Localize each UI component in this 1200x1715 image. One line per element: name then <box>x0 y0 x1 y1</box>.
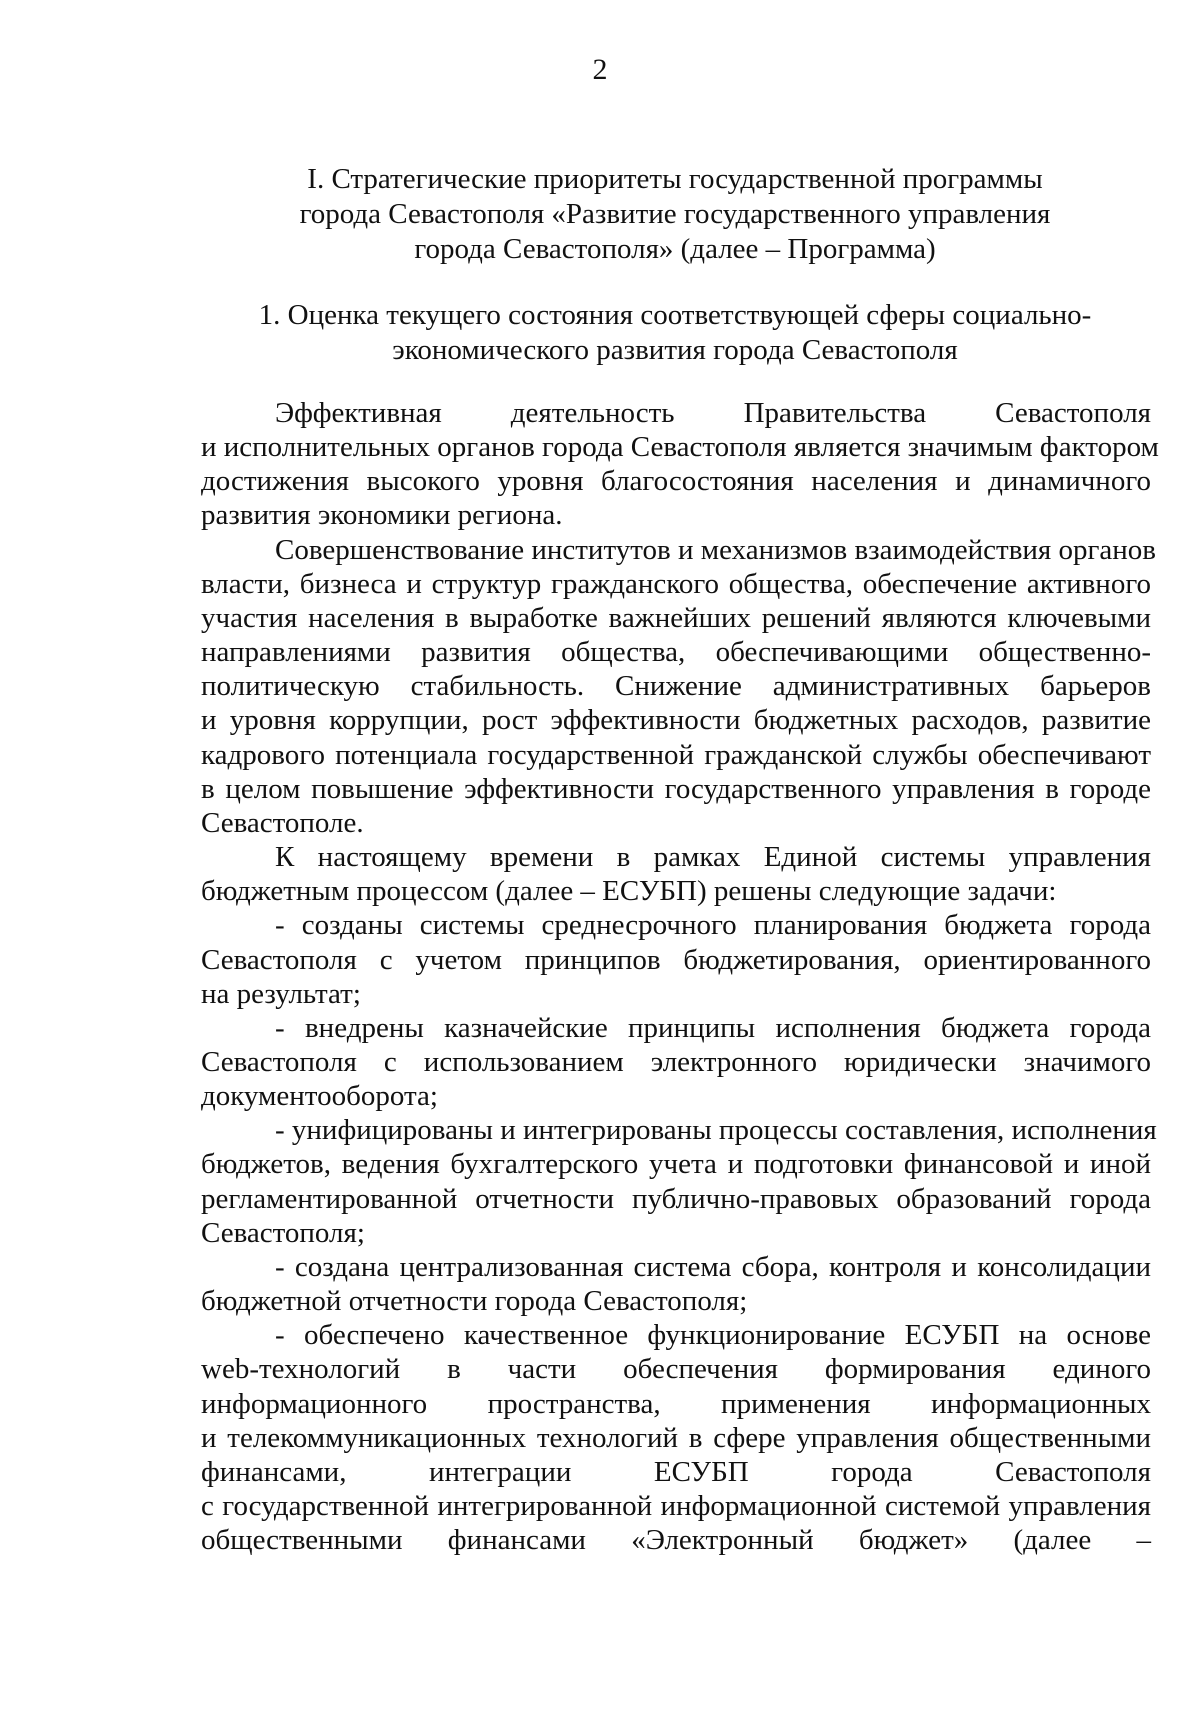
text-line: Совершенствование институтов и механизмов взаимодействия органов <box>275 533 1156 566</box>
list-item-treasury <box>201 1011 1151 1113</box>
text-line: в целом повышение эффективности государственного управления в городе <box>201 772 1151 805</box>
subsection-title-line: 1. Оценка текущего состояния соответствующей сферы социально- <box>258 299 1092 331</box>
text-line: бюджетов, ведения бухгалтерского учета и подготовки финансовой и иной <box>201 1148 1151 1181</box>
list-item-web-technologies <box>201 1318 1151 1557</box>
text-line: бюджетным процессом (далее – ЕСУБП) решены следующие задачи: <box>201 875 1057 908</box>
text-line: бюджетной отчетности города Севастополя; <box>201 1285 748 1318</box>
section-title-line: города Севастополя» (далее – Программа) <box>414 233 936 265</box>
section-title-line: города Севастополя «Развитие государственного управления <box>299 198 1051 230</box>
text-line: регламентированной отчетности публично-правовых образований города <box>201 1182 1151 1215</box>
text-line: направлениями развития общества, обеспечивающими общественно- <box>201 636 1151 669</box>
subsection-title-line: экономического развития города Севастополя <box>392 334 958 366</box>
text-line: с государственной интегрированной информационной системой управления <box>201 1490 1151 1522</box>
list-item-unification <box>201 1113 1157 1250</box>
text-line: власти, бизнеса и структур гражданского общества, обеспечение активного <box>201 567 1151 600</box>
text-line: Севастополе. <box>201 806 364 839</box>
text-line: Севастополя с учетом принципов бюджетирования, ориентированного <box>201 943 1151 976</box>
section-title <box>200 162 1150 267</box>
text-line: кадрового потенциала государственной гражданской службы обеспечивают <box>201 738 1151 771</box>
text-line: Севастополя с использованием электронного юридически значимого <box>201 1045 1151 1078</box>
text-line: - внедрены казначейские принципы исполнения бюджета города <box>275 1011 1151 1044</box>
section-title-line: I. Стратегические приоритеты государственной программы <box>307 163 1043 195</box>
text-line: и уровня коррупции, рост эффективности бюджетных расходов, развитие <box>201 704 1151 737</box>
text-line: - созданы системы среднесрочного планирования бюджета города <box>275 909 1151 942</box>
page-number: 2 <box>592 53 608 86</box>
text-line: - унифицированы и интегрированы процессы составления, исполнения <box>275 1114 1157 1147</box>
text-line: - обеспечено качественное функционирование ЕСУБП на основе <box>275 1319 1151 1352</box>
text-line: информационного пространства, применения информационных <box>201 1387 1151 1420</box>
text-line: финансами, интеграции ЕСУБП города Севастополя <box>201 1455 1151 1488</box>
text-line: достижения высокого уровня благосостояния населения и динамичного <box>201 465 1151 498</box>
text-line: общественными финансами «Электронный бюджет» (далее – <box>201 1524 1151 1557</box>
text-line: документооборота; <box>201 1080 438 1113</box>
paragraph-tasks-intro <box>201 840 1151 908</box>
text-line: на результат; <box>201 977 361 1010</box>
text-line: - создана централизованная система сбора, контроля и консолидации <box>275 1250 1151 1283</box>
paragraph-effective-activity <box>201 396 1159 533</box>
paragraph-improvement <box>201 533 1156 840</box>
text-line: политическую стабильность. Снижение административных барьеров <box>201 670 1151 703</box>
text-line: К настоящему времени в рамках Единой системы управления <box>275 841 1151 874</box>
text-line: Севастополя; <box>201 1216 365 1249</box>
text-line: и исполнительных органов города Севастополя является значимым фактором <box>201 431 1159 464</box>
list-item-reporting <box>201 1250 1151 1318</box>
text-line: web-технологий в части обеспечения формирования единого <box>201 1353 1151 1386</box>
text-line: развития экономики региона. <box>201 499 563 532</box>
text-line: участия населения в выработке важнейших решений являются ключевыми <box>201 601 1151 634</box>
body-text <box>201 396 1159 1557</box>
list-item-planning <box>201 908 1151 1010</box>
text-line: Эффективная деятельность Правительства Севастополя <box>275 397 1151 429</box>
text-line: и телекоммуникационных технологий в сфере управления общественными <box>201 1421 1151 1454</box>
subsection-title <box>200 298 1150 368</box>
